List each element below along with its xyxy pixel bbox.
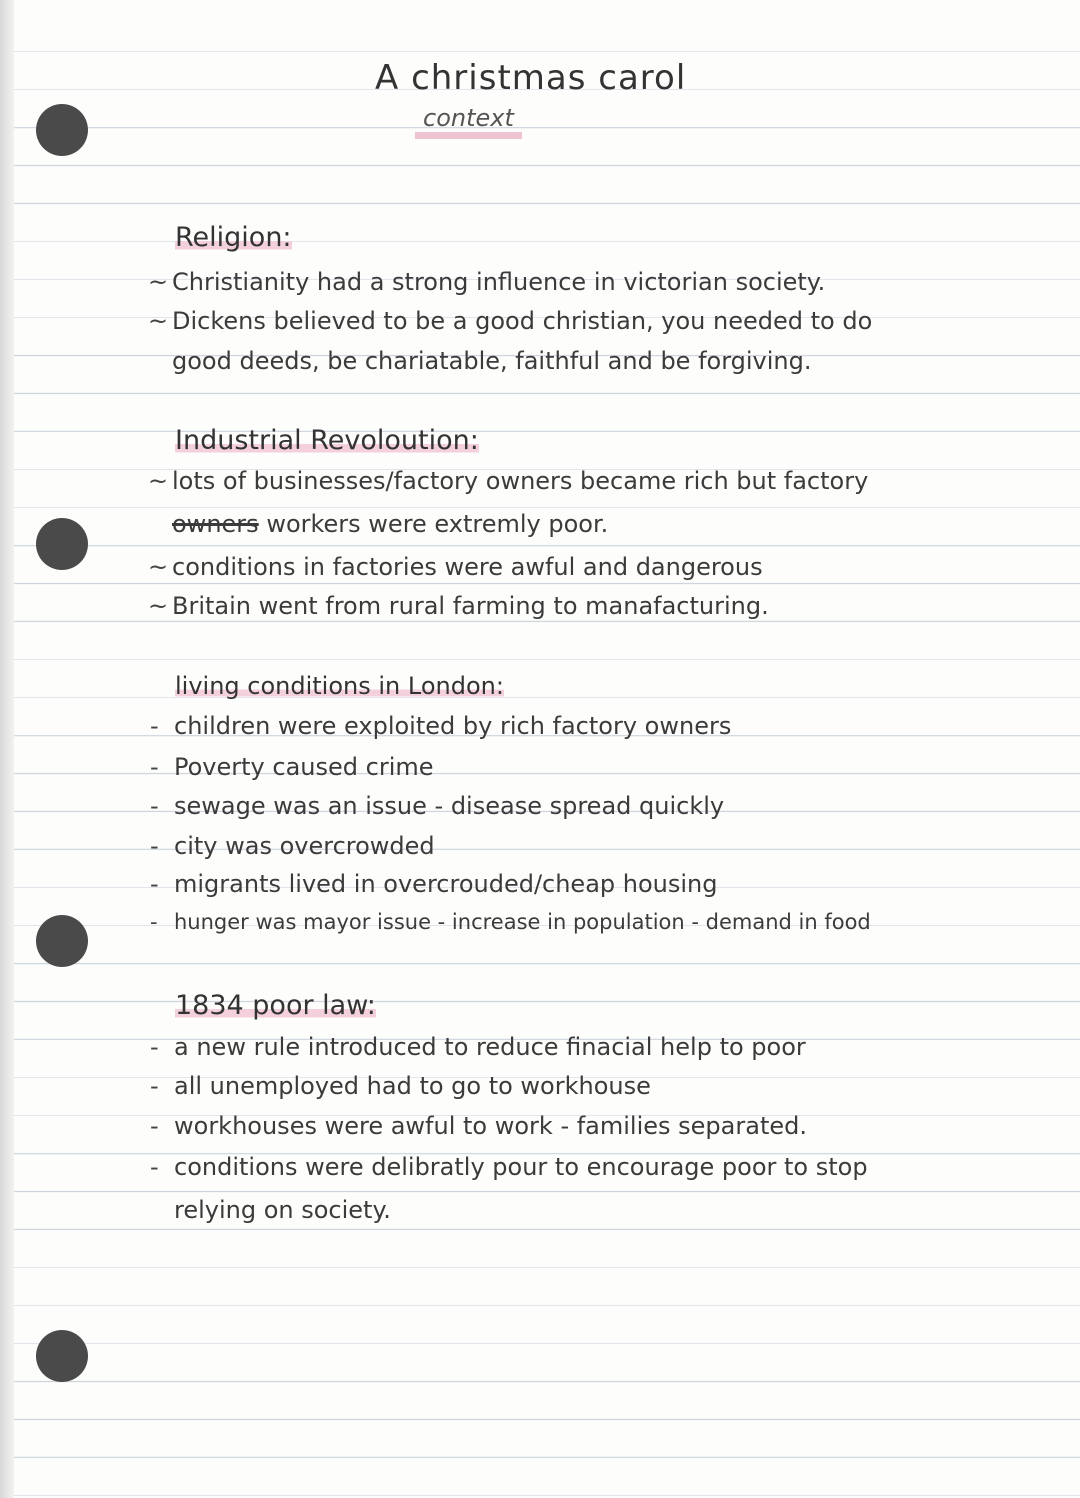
note-line: - conditions were delibratly pour to encourage poor to stop [150, 1153, 868, 1181]
page-subtitle: context [415, 104, 522, 139]
binder-hole [36, 1330, 88, 1382]
page-title: A christmas carol [375, 58, 687, 98]
section-heading-poor-law: 1834 poor law: [175, 990, 376, 1021]
note-line: - migrants lived in overcrouded/cheap housing [150, 870, 718, 898]
note-line: - children were exploited by rich factory owners [150, 712, 732, 740]
section-heading-living-conditions: living conditions in London: [175, 672, 504, 700]
note-line: - sewage was an issue - disease spread quickly [150, 792, 725, 820]
note-line: - city was overcrowded [150, 832, 435, 860]
binder-hole [36, 915, 88, 967]
section-heading-industrial-revolution: Industrial Revoloution: [175, 425, 479, 456]
binder-hole [36, 518, 88, 570]
note-line: ~ Dickens believed to be a good christian, you needed to do [148, 307, 873, 335]
note-line: ~ conditions in factories were awful and dangerous [148, 553, 763, 581]
struck-word: owners [172, 510, 259, 538]
page-edge [0, 0, 14, 1498]
note-line: relying on society. [174, 1196, 391, 1224]
note-line: - a new rule introduced to reduce finacial help to poor [150, 1033, 806, 1061]
note-line: owners workers were extremly poor. [172, 510, 609, 538]
note-line: good deeds, be chariatable, faithful and be forgiving. [172, 347, 812, 375]
note-line: - all unemployed had to go to workhouse [150, 1072, 651, 1100]
note-line: ~ lots of businesses/factory owners became rich but factory [148, 467, 869, 495]
binder-hole [36, 104, 88, 156]
section-heading-religion: Religion: [175, 222, 292, 253]
note-line: - Poverty caused crime [150, 753, 434, 781]
note-line: - workhouses were awful to work - families separated. [150, 1112, 807, 1140]
note-line: - hunger was mayor issue - increase in population - demand in food [150, 910, 871, 934]
note-line: ~ Christianity had a strong influence in victorian society. [148, 268, 826, 296]
note-line: ~ Britain went from rural farming to manafacturing. [148, 592, 769, 620]
